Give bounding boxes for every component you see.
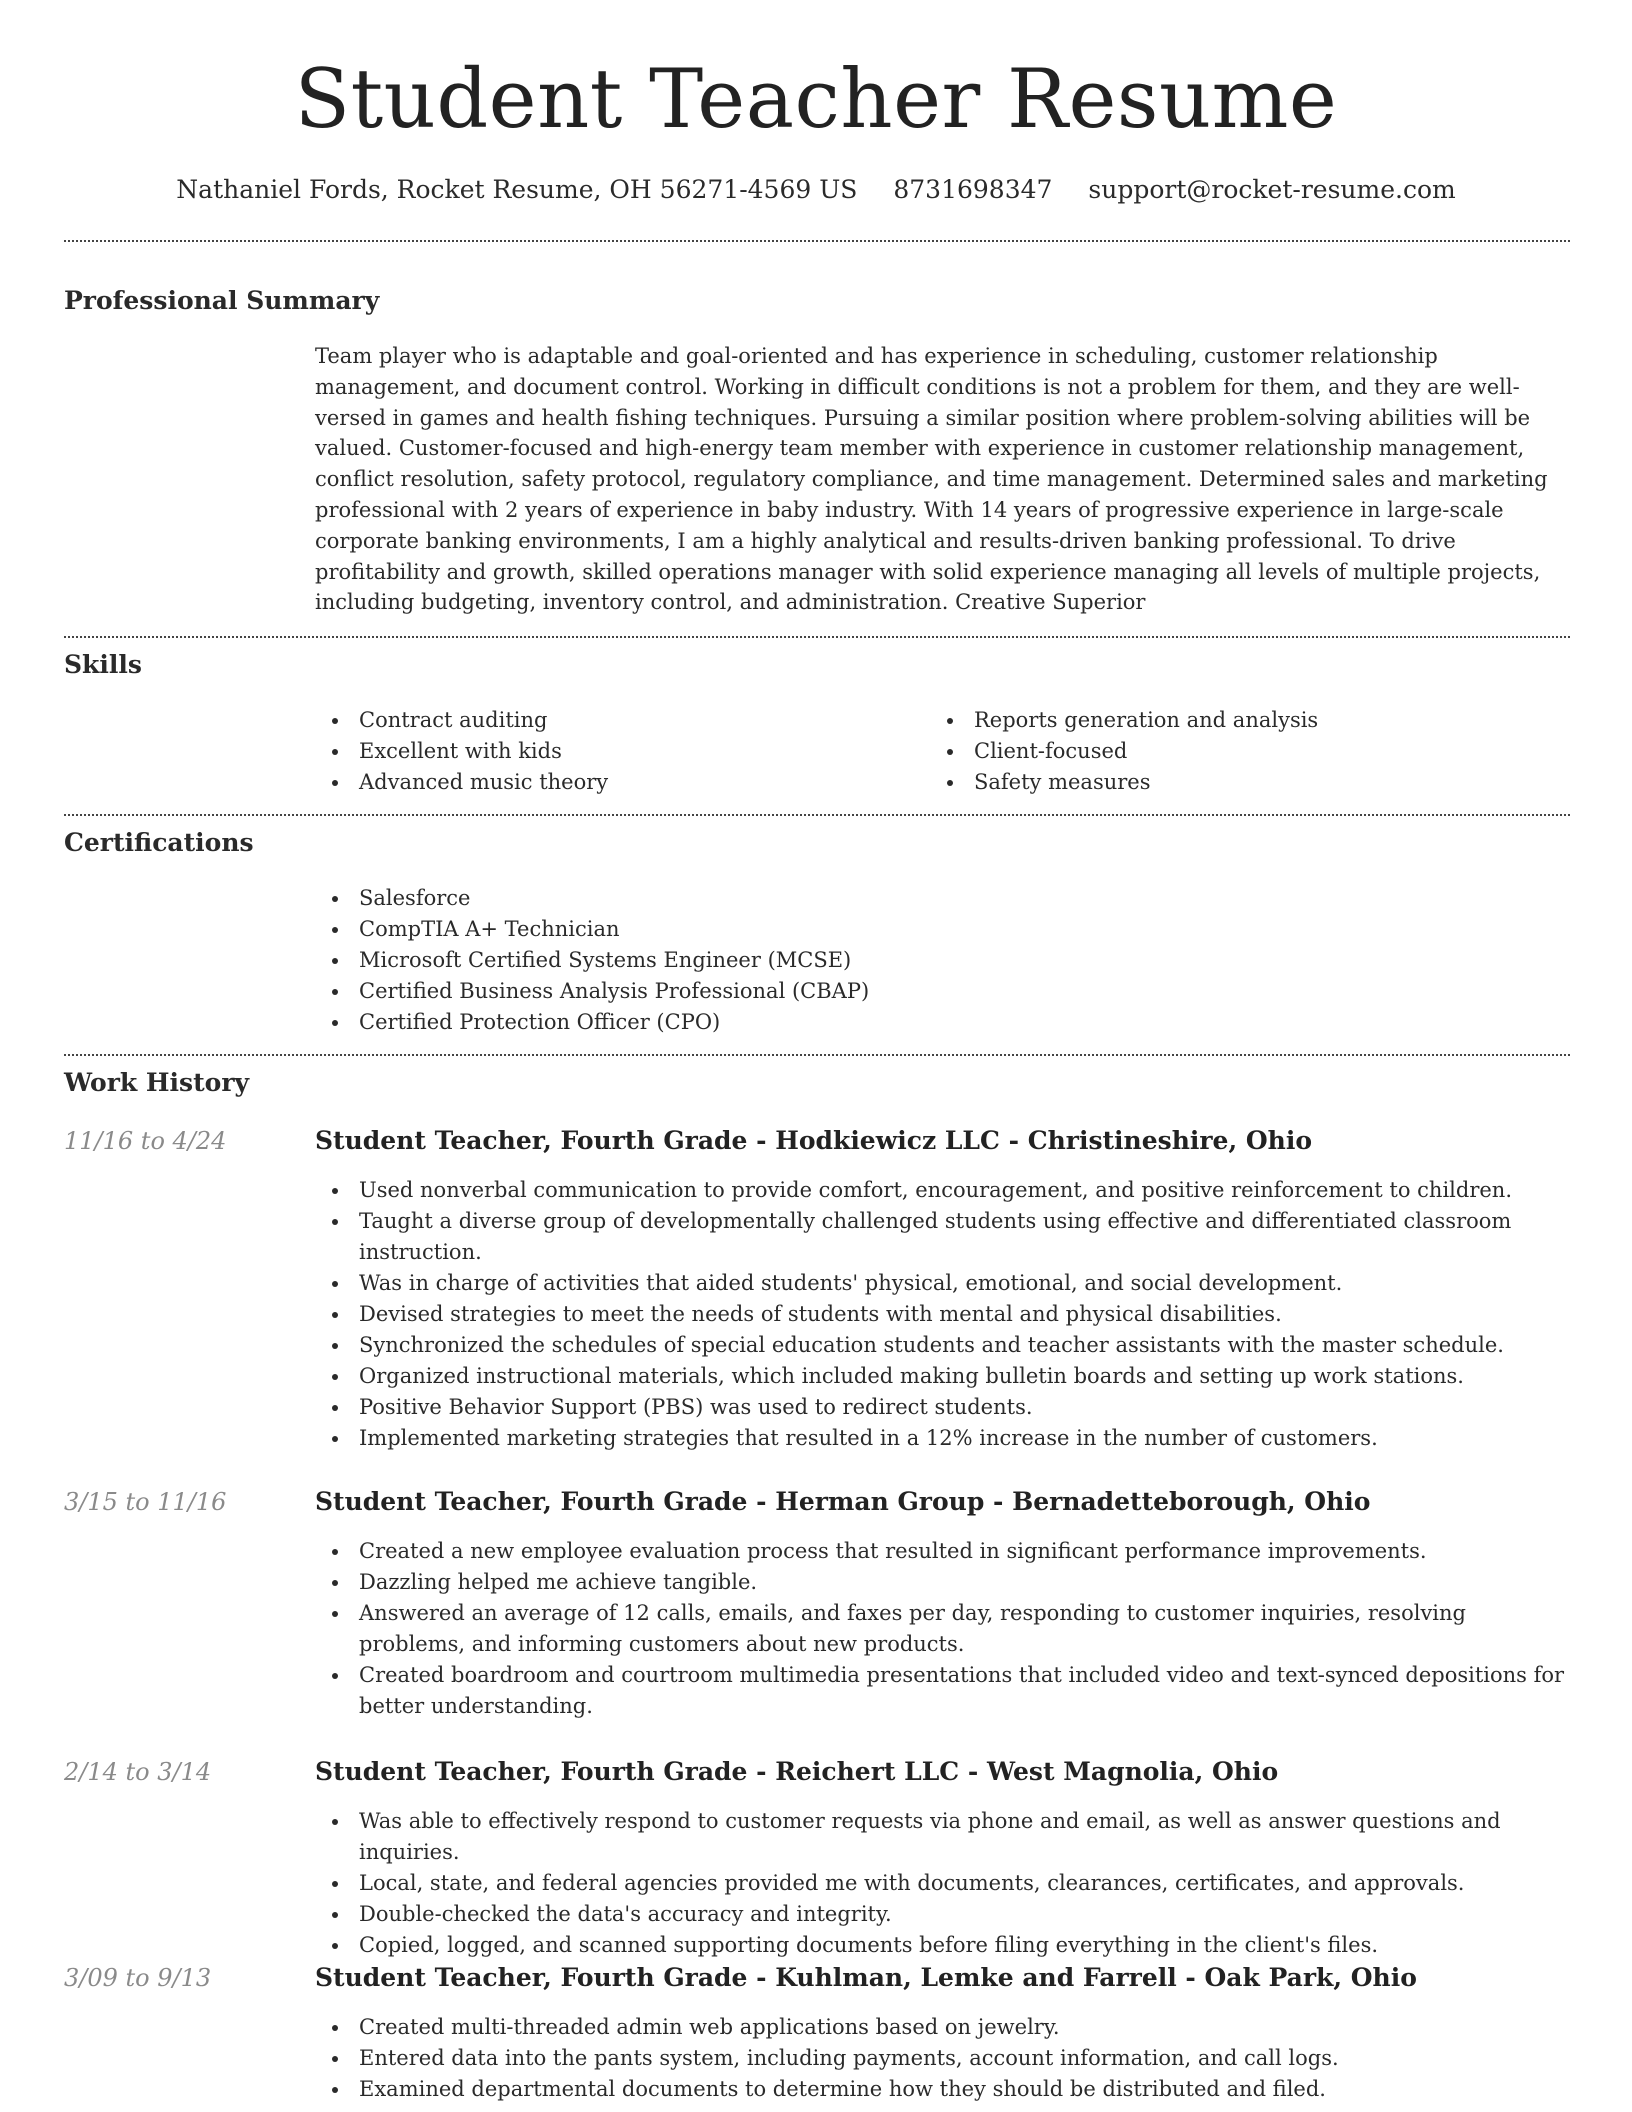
job-bullet: Created boardroom and courtroom multimedia presentations that included video and text-synced depositions for better understanding. [315,1660,1571,1722]
summary-text: Team player who is adaptable and goal-oriented and has experience in scheduling, customer relationship management, and document control. Working in difficult conditions is not a problem for them, and they are well-versed in games and health fishing techniques. Pursuing a similar position where problem-solving abilities will be valued. Customer-focused and high-energy team member with experience in customer relationship management, conflict resolution, safety protocol, regulatory compliance, and time management. Determined sales and marketing professional with 2 years of experience in baby industry. With 14 years of progressive experience in large-scale corporate banking environments, I am a highly analytical and results-driven banking professional. To drive profitability and growth, skilled operations manager with solid experience managing all levels of multiple projects, including budgeting, inventory control, and administration. Creative Superior [315,344,1548,615]
work-history-heading: Work History [64,1068,250,1097]
job-bullet: Was in charge of activities that aided students' physical, emotional, and social development. [315,1268,1571,1299]
skill-item: Client-focused [930,736,1570,767]
job-title: Student Teacher, Fourth Grade - Kuhlman, Lemke and Farrell - Oak Park, Ohio [315,1963,1417,1992]
summary-heading: Professional Summary [64,286,380,315]
skill-item: Excellent with kids [315,736,915,767]
job-bullets [315,1175,1571,1454]
job-title: Student Teacher, Fourth Grade - Herman Group - Bernadetteborough, Ohio [315,1487,1371,1516]
job-bullet: Used nonverbal communication to provide comfort, encouragement, and positive reinforcement to children. [315,1175,1571,1206]
job-bullet: Answered an average of 12 calls, emails, and faxes per day, responding to customer inquiries, resolving problems, and informing customers about new products. [315,1598,1571,1660]
contact-email: support@rocket-resume.com [1088,175,1456,204]
job-bullet: Synchronized the schedules of special education students and teacher assistants with the master schedule. [315,1330,1571,1361]
certification-item: Microsoft Certified Systems Engineer (MCSE) [315,945,1571,976]
job-title: Student Teacher, Fourth Grade - Reichert LLC - West Magnolia, Ohio [315,1757,1279,1786]
certifications-heading: Certifications [64,828,254,857]
divider [64,240,1570,242]
job-dates: 3/15 to 11/16 [64,1488,227,1516]
skill-item: Contract auditing [315,705,915,736]
job-bullets [315,1536,1571,1722]
divider [64,814,1570,816]
page-title: Student Teacher Resume [294,53,1338,147]
certification-item: Salesforce [315,883,1571,914]
job-bullet: Dazzling helped me achieve tangible. [315,1567,1571,1598]
job-bullet: Positive Behavior Support (PBS) was used to redirect students. [315,1392,1571,1423]
job-bullet: Local, state, and federal agencies provided me with documents, clearances, certificates, and approvals. [315,1868,1571,1899]
job-bullets [315,1806,1571,1961]
job-bullet: Created multi-threaded admin web applications based on jewelry. [315,2012,1571,2043]
job-bullet: Implemented marketing strategies that resulted in a 12% increase in the number of customers. [315,1423,1571,1454]
job-dates: 11/16 to 4/24 [64,1127,227,1155]
job-bullet: Taught a diverse group of developmentally challenged students using effective and differentiated classroom instruction. [315,1206,1571,1268]
certification-item: CompTIA A+ Technician [315,914,1571,945]
certification-item: Certified Business Analysis Professional (CBAP) [315,976,1571,1007]
job-bullets [315,2012,1571,2105]
job-dates: 3/09 to 9/13 [64,1964,212,1992]
certification-item: Certified Protection Officer (CPO) [315,1007,1571,1038]
job-bullet: Copied, logged, and scanned supporting documents before filing everything in the client's files. [315,1930,1571,1961]
contact-address: Nathaniel Fords, Rocket Resume, OH 56271-4569 US [176,175,858,204]
job-bullet: Was able to effectively respond to customer requests via phone and email, as well as answer questions and inquiries. [315,1806,1571,1868]
job-bullet: Entered data into the pants system, including payments, account information, and call logs. [315,2043,1571,2074]
skills-list-right [930,705,1570,798]
skills-list-left [315,705,915,798]
divider [64,636,1570,638]
skills-heading: Skills [64,650,142,679]
job-dates: 2/14 to 3/14 [64,1758,212,1786]
skill-item: Reports generation and analysis [930,705,1570,736]
job-bullet: Devised strategies to meet the needs of students with mental and physical disabilities. [315,1299,1571,1330]
job-bullet: Organized instructional materials, which included making bulletin boards and setting up work stations. [315,1361,1571,1392]
job-title: Student Teacher, Fourth Grade - Hodkiewicz LLC - Christineshire, Ohio [315,1126,1312,1155]
job-bullet: Created a new employee evaluation process that resulted in significant performance improvements. [315,1536,1571,1567]
skill-item: Advanced music theory [315,767,915,798]
job-bullet: Double-checked the data's accuracy and integrity. [315,1899,1571,1930]
certifications-list [315,883,1571,1038]
divider [64,1054,1570,1056]
job-bullet: Examined departmental documents to determine how they should be distributed and filed. [315,2074,1571,2105]
contact-phone: 8731698347 [893,175,1053,204]
contact-line [0,170,1632,210]
skill-item: Safety measures [930,767,1570,798]
